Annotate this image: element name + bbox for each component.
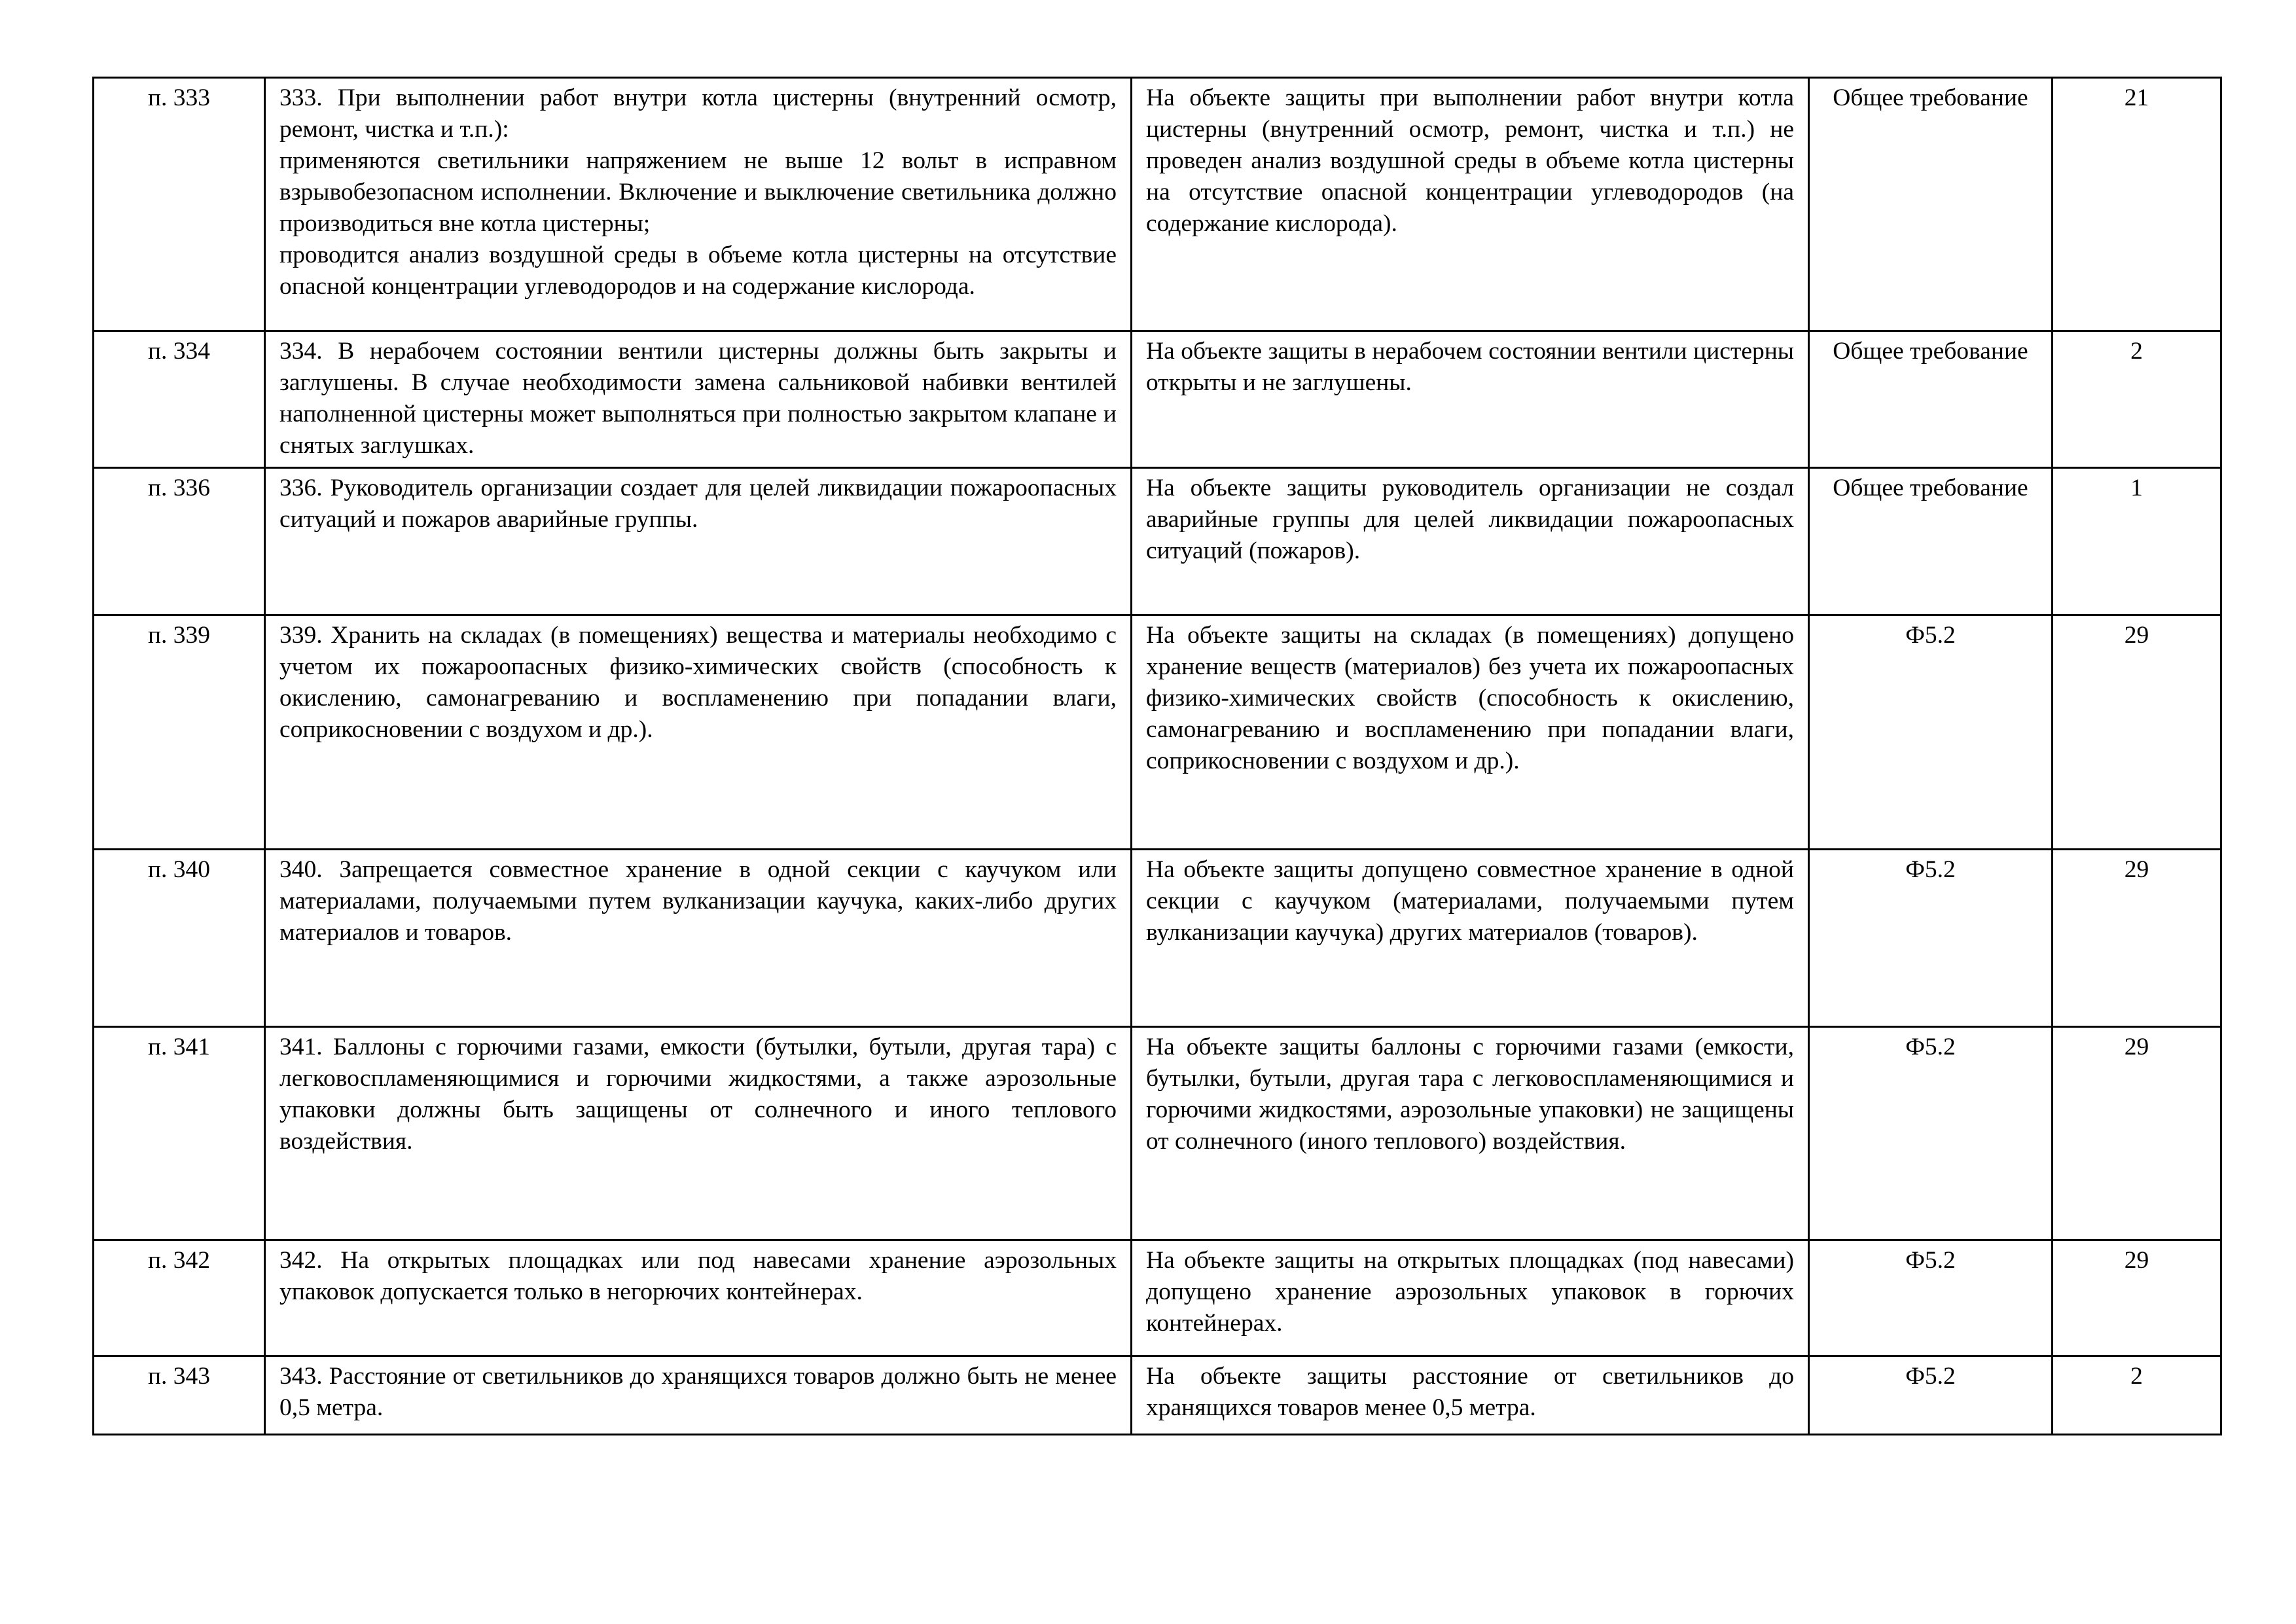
violation-cell: На объекте защиты баллоны с горючими газами (емкости, бутылки, бутыли, другая тара с легковоспламеняющимися и горючими жидкостями, аэрозольные упаковки) не защищены от солнечного (иного теплового) воздействия. — [1132, 1027, 1809, 1240]
violation-cell: На объекте защиты руководитель организации не создал аварийные группы для целей ликвидации пожароопасных ситуаций (пожаров). — [1132, 468, 1809, 615]
number-cell: 1 — [2053, 468, 2221, 615]
requirement-cell — [265, 1240, 1132, 1356]
clause-cell: п. 336 — [94, 468, 265, 615]
class-cell: Ф5.2 — [1809, 850, 2053, 1027]
number-cell: 21 — [2053, 78, 2221, 331]
requirement-paragraph: 333. При выполнении работ внутри котла цистерны (внутренний осмотр, ремонт, чистка и т.п.): — [279, 84, 1117, 143]
table-row — [94, 1240, 2221, 1356]
requirement-paragraph: 340. Запрещается совместное хранение в одной секции с каучуком или материалами, получаемыми путем вулканизации каучука, каких-либо других материалов и товаров. — [279, 856, 1117, 946]
number-cell: 2 — [2053, 1356, 2221, 1435]
class-cell: Общее требование — [1809, 468, 2053, 615]
clause-cell: п. 340 — [94, 850, 265, 1027]
violation-cell: На объекте защиты расстояние от светильников до хранящихся товаров менее 0,5 метра. — [1132, 1356, 1809, 1435]
class-cell: Ф5.2 — [1809, 1240, 2053, 1356]
requirements-table — [92, 77, 2222, 1435]
number-cell: 29 — [2053, 615, 2221, 850]
violation-cell: На объекте защиты на складах (в помещениях) допущено хранение веществ (материалов) без учета их пожароопасных физико-химических свойств (способность к окислению, самонагреванию и воспламенению при попадании влаги, соприкосновении с воздухом и др.). — [1132, 615, 1809, 850]
table-row — [94, 615, 2221, 850]
requirement-paragraph: 336. Руководитель организации создает для целей ликвидации пожароопасных ситуаций и пожаров аварийные группы. — [279, 475, 1117, 533]
class-cell: Ф5.2 — [1809, 615, 2053, 850]
requirement-cell — [265, 850, 1132, 1027]
clause-cell: п. 334 — [94, 331, 265, 468]
requirement-paragraph: 341. Баллоны с горючими газами, емкости (бутылки, бутыли, другая тара) с легковоспламеняющимися и горючими жидкостями, а также аэрозольные упаковки должны быть защищены от солнечного и иного теплового воздействия. — [279, 1034, 1117, 1155]
requirement-paragraph: применяются светильники напряжением не выше 12 вольт в исправном взрывобезопасном исполнении. Включение и выключение светильника должно производиться вне котла цистерны; — [279, 147, 1117, 237]
number-cell: 2 — [2053, 331, 2221, 468]
clause-cell: п. 343 — [94, 1356, 265, 1435]
requirement-paragraph: 342. На открытых площадках или под навесами хранение аэрозольных упаковок допускается только в негорючих контейнерах. — [279, 1247, 1117, 1305]
requirement-paragraph: 334. В нерабочем состоянии вентили цистерны должны быть закрыты и заглушены. В случае необходимости замена сальниковой набивки вентилей наполненной цистерны может выполняться при полностью закрытом клапане и снятых заглушках. — [279, 338, 1117, 459]
number-cell: 29 — [2053, 1027, 2221, 1240]
table-row — [94, 1356, 2221, 1435]
clause-cell: п. 333 — [94, 78, 265, 331]
clause-cell: п. 341 — [94, 1027, 265, 1240]
class-cell: Общее требование — [1809, 78, 2053, 331]
violation-cell: На объекте защиты при выполнении работ внутри котла цистерны (внутренний осмотр, ремонт, чистка и т.п.) не проведен анализ воздушной среды в объеме котла цистерны на отсутствие опасной концентрации углеводородов (на содержание кислорода). — [1132, 78, 1809, 331]
violation-cell: На объекте защиты на открытых площадках (под навесами) допущено хранение аэрозольных упаковок в горючих контейнерах. — [1132, 1240, 1809, 1356]
requirement-cell — [265, 331, 1132, 468]
table-row — [94, 78, 2221, 331]
table-row — [94, 468, 2221, 615]
violation-cell: На объекте защиты допущено совместное хранение в одной секции с каучуком (материалами, получаемыми путем вулканизации каучука) других материалов (товаров). — [1132, 850, 1809, 1027]
table-row — [94, 1027, 2221, 1240]
number-cell: 29 — [2053, 850, 2221, 1027]
table-row — [94, 850, 2221, 1027]
clause-cell: п. 339 — [94, 615, 265, 850]
requirement-paragraph: 339. Хранить на складах (в помещениях) вещества и материалы необходимо с учетом их пожароопасных физико-химических свойств (способность к окислению, самонагреванию и воспламенению при попадании влаги, соприкосновении с воздухом и др.). — [279, 622, 1117, 743]
number-cell: 29 — [2053, 1240, 2221, 1356]
class-cell: Общее требование — [1809, 331, 2053, 468]
clause-cell: п. 342 — [94, 1240, 265, 1356]
requirement-cell — [265, 615, 1132, 850]
table-row — [94, 331, 2221, 468]
requirement-cell — [265, 1027, 1132, 1240]
requirement-cell — [265, 468, 1132, 615]
requirement-cell — [265, 78, 1132, 331]
violation-cell: На объекте защиты в нерабочем состоянии вентили цистерны открыты и не заглушены. — [1132, 331, 1809, 468]
requirement-paragraph: проводится анализ воздушной среды в объеме котла цистерны на отсутствие опасной концентрации углеводородов и на содержание кислорода. — [279, 242, 1117, 300]
class-cell: Ф5.2 — [1809, 1356, 2053, 1435]
class-cell: Ф5.2 — [1809, 1027, 2053, 1240]
requirement-paragraph: 343. Расстояние от светильников до хранящихся товаров должно быть не менее 0,5 метра. — [279, 1363, 1117, 1421]
requirement-cell — [265, 1356, 1132, 1435]
